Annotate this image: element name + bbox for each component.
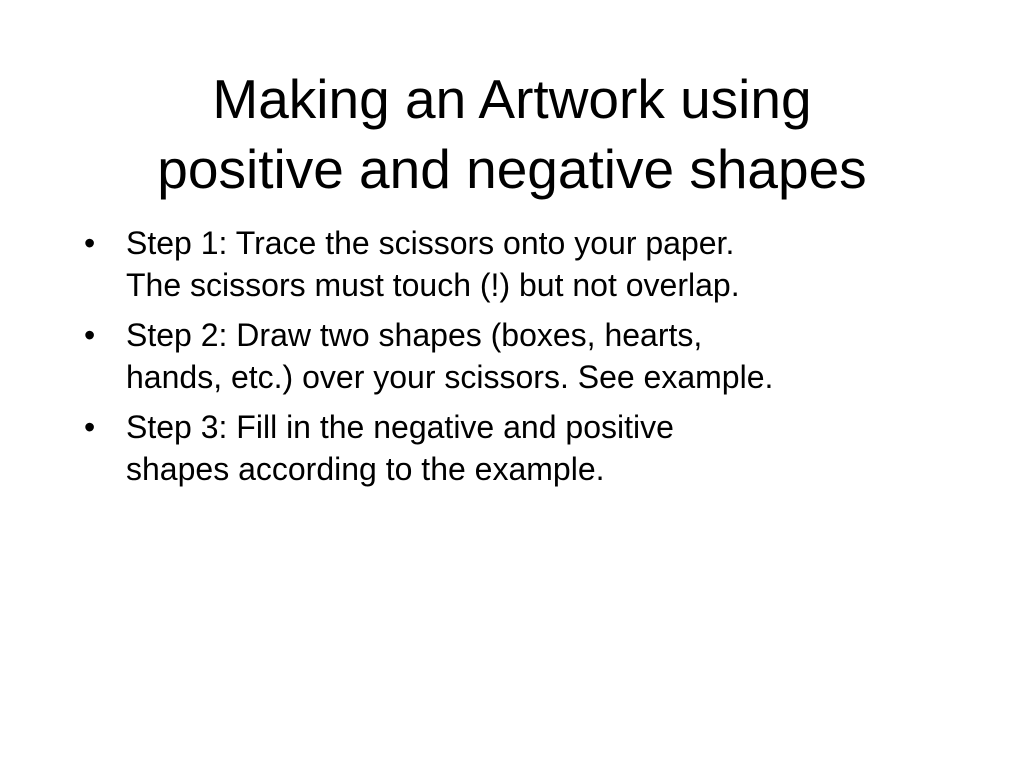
- bullet-point-icon: •: [84, 317, 96, 353]
- slide-title-line-1: Making an Artwork using: [212, 68, 812, 130]
- bullet-line: hands, etc.) over your scissors. See example.: [126, 359, 774, 395]
- bullet-line: shapes according to the example.: [126, 451, 605, 487]
- bullet-point-icon: •: [84, 225, 96, 261]
- bullet-item-step-2: [84, 314, 984, 398]
- bullet-line: The scissors must touch (!) but not overlap.: [126, 267, 740, 303]
- bullet-list: [84, 222, 984, 498]
- bullet-text: [126, 314, 984, 398]
- bullet-text: [126, 406, 984, 490]
- bullet-point-icon: •: [84, 409, 96, 445]
- bullet-text: [126, 222, 984, 306]
- slide-title: [60, 64, 964, 204]
- bullet-line: Step 1: Trace the scissors onto your paper.: [126, 225, 735, 261]
- bullet-item-step-1: [84, 222, 984, 306]
- slide-title-line-2: positive and negative shapes: [157, 138, 867, 200]
- bullet-item-step-3: [84, 406, 984, 490]
- bullet-line: Step 3: Fill in the negative and positive: [126, 409, 674, 445]
- bullet-line: Step 2: Draw two shapes (boxes, hearts,: [126, 317, 703, 353]
